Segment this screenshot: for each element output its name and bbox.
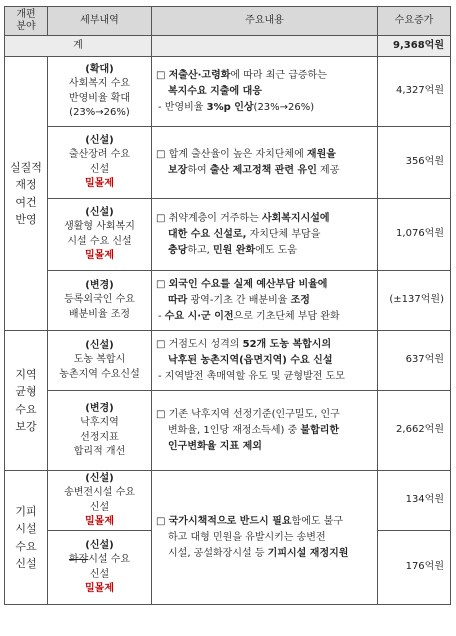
content-text: 자치단체 부담을 — [246, 228, 321, 240]
detail-text: 사회복지 수요 반영비율 확대 (23%→26%) — [68, 78, 131, 118]
content-text: 광역-기초 간 배분비율 — [187, 294, 291, 306]
detail-tag: (변경) — [85, 279, 114, 291]
content-text: □ 취약계층이 거주하는 — [156, 212, 262, 224]
content-line — [156, 439, 373, 455]
detail-cell — [48, 271, 152, 331]
content-line — [156, 84, 373, 100]
amount-cell: 2,662억원 — [378, 391, 451, 471]
content-text: 변화율, 1인당 재정소득세) 중 — [168, 424, 301, 436]
amount-cell: 356억원 — [378, 127, 451, 199]
detail-tag: (신설) — [85, 206, 114, 218]
content-bold: 재원을 — [306, 148, 336, 160]
sunset-flag: 밀몰제 — [85, 178, 114, 189]
content-cell — [152, 271, 378, 331]
content-line — [156, 211, 373, 227]
detail-text — [69, 554, 130, 580]
area-cell: 지역 균형 수요 보강 — [5, 331, 48, 471]
content-text: 하여 — [187, 164, 210, 176]
detail-text: 도농 복합시 농촌지역 수요신설 — [59, 354, 140, 380]
content-cell — [152, 127, 378, 199]
sunset-flag: 밀몰제 — [85, 583, 114, 594]
content-bold: 보장 — [168, 164, 188, 176]
detail-cell — [48, 391, 152, 471]
content-text: - 지역발전 촉매역할 유도 및 균형발전 도모 — [158, 370, 345, 382]
amount-cell: 1,076억원 — [378, 199, 451, 271]
content-text: (23%→26%) — [253, 101, 315, 113]
content-line — [156, 337, 373, 353]
detail-cell — [48, 199, 152, 271]
content-bold: 3%p 인상 — [206, 101, 254, 113]
detail-cell — [48, 331, 152, 391]
content-text: - 반영비율 — [158, 101, 207, 113]
sunset-flag: 밀몰제 — [85, 250, 114, 261]
content-cell — [152, 57, 378, 127]
content-text: 하고, — [187, 244, 214, 256]
table-row — [5, 271, 451, 331]
content-text: □ — [156, 515, 169, 527]
content-text: □ 합계 출산율이 높은 자치단체에 — [156, 148, 307, 160]
content-text: 에도 도움 — [255, 244, 297, 256]
content-line — [156, 423, 373, 439]
content-text: □ 기존 낙후지역 선정기준(인구밀도, 인구 — [156, 408, 340, 420]
content-bold: 저출산·고령화 — [168, 69, 231, 81]
detail-tag: (신설) — [85, 134, 114, 146]
content-line — [156, 407, 373, 423]
content-text: 함에도 불구 — [291, 515, 344, 527]
content-text: 제공 — [316, 164, 340, 176]
sunset-flag: 밀몰제 — [85, 516, 114, 527]
header-amount: 수요증가 — [378, 7, 451, 36]
content-line — [156, 514, 373, 530]
amount-cell: 134억원 — [378, 471, 451, 531]
content-bold: 충당 — [168, 244, 188, 256]
total-empty — [152, 36, 378, 57]
area-cell: 기피 시설 수요 신설 — [5, 471, 48, 605]
content-text: 하고 대형 민원을 유발시키는 송변전 — [168, 531, 326, 543]
content-bold: 낙후된 농촌지역(읍면지역) 수요 신설 — [168, 354, 333, 366]
detail-tag: (신설) — [85, 472, 114, 484]
content-cell — [152, 391, 378, 471]
detail-cell — [48, 127, 152, 199]
budget-table — [4, 6, 451, 605]
content-line — [156, 530, 373, 546]
area-cell: 실질적 재정 여건 반영 — [5, 57, 48, 331]
detail-cell — [48, 471, 152, 531]
content-line — [156, 68, 373, 84]
table-row — [5, 391, 451, 471]
header-detail: 세부내역 — [48, 7, 152, 36]
detail-tag: (신설) — [85, 339, 114, 351]
content-bold: 불합리한 — [300, 424, 340, 436]
content-bold: 기피시설 재정지원 — [267, 547, 349, 559]
content-line — [156, 293, 373, 309]
amount-cell: (±137억원) — [378, 271, 451, 331]
content-bold: 복지수요 지출에 대응 — [168, 85, 262, 97]
header-area: 개편 분야 — [5, 7, 48, 36]
content-line — [156, 369, 373, 385]
amount-cell: 4,327억원 — [378, 57, 451, 127]
total-row — [5, 36, 451, 57]
table-row — [5, 127, 451, 199]
detail-text: 낙후지역 선정지표 합리적 개선 — [73, 417, 126, 457]
content-bold: 출산 제고정책 관련 유인 — [209, 164, 317, 176]
detail-tag: (신설) — [85, 539, 114, 551]
detail-strike: 화장 — [68, 554, 89, 565]
content-bold: 수요 시·군 이전 — [164, 310, 234, 322]
content-cell — [152, 471, 378, 605]
detail-text: 송변전시설 수요 신설 — [64, 487, 135, 513]
content-bold: 52개 도농 복합시의 — [242, 338, 332, 350]
amount-cell: 637억원 — [378, 331, 451, 391]
content-bold: 외국인 수요를 실제 예산부담 비율에 — [168, 278, 328, 290]
header-content: 주요내용 — [152, 7, 378, 36]
content-text: 시설, 공설화장시설 등 — [168, 547, 268, 559]
amount-cell: 176억원 — [378, 531, 451, 605]
detail-cell — [48, 531, 152, 605]
content-line — [156, 100, 373, 116]
table-row — [5, 199, 451, 271]
detail-text: 출산장려 수요 신설 — [68, 149, 131, 175]
table-row — [5, 57, 451, 127]
detail-cell — [48, 57, 152, 127]
content-bold: 사회복지시설에 — [261, 212, 330, 224]
content-bold: 조정 — [290, 294, 310, 306]
content-line — [156, 309, 373, 325]
content-text: □ — [156, 69, 169, 81]
content-text: 에 따라 최근 급증하는 — [230, 69, 327, 81]
detail-text: 생활형 사회복지 시설 수요 신설 — [64, 221, 135, 247]
content-text: □ 거점도시 성격의 — [156, 338, 243, 350]
content-line — [156, 277, 373, 293]
content-bold: 따라 — [168, 294, 188, 306]
content-cell — [152, 199, 378, 271]
detail-tag: (변경) — [85, 402, 114, 414]
table-row — [5, 331, 451, 391]
content-line — [156, 163, 373, 179]
content-text: 으로 기초단체 부담 완화 — [233, 310, 340, 322]
content-line — [156, 546, 373, 562]
content-bold: 대한 수요 신설로, — [168, 228, 247, 240]
content-cell — [152, 331, 378, 391]
table-row — [5, 471, 451, 531]
content-text: - — [158, 310, 165, 322]
content-text: □ — [156, 278, 169, 290]
detail-text: 시설 수요 신설 — [88, 554, 131, 580]
total-label: 계 — [5, 36, 152, 57]
content-line — [156, 353, 373, 369]
detail-tag: (확대) — [85, 63, 114, 75]
content-line — [156, 243, 373, 259]
content-line — [156, 227, 373, 243]
content-bold: 국가시책적으로 반드시 필요 — [168, 515, 292, 527]
total-amount: 9,368억원 — [378, 36, 451, 57]
detail-text: 등록외국인 수요 배분비율 조정 — [64, 294, 135, 320]
header-row — [5, 7, 451, 36]
content-line — [156, 147, 373, 163]
content-bold: 인구변화율 지표 제외 — [168, 440, 262, 452]
content-bold: 민원 완화 — [213, 244, 256, 256]
